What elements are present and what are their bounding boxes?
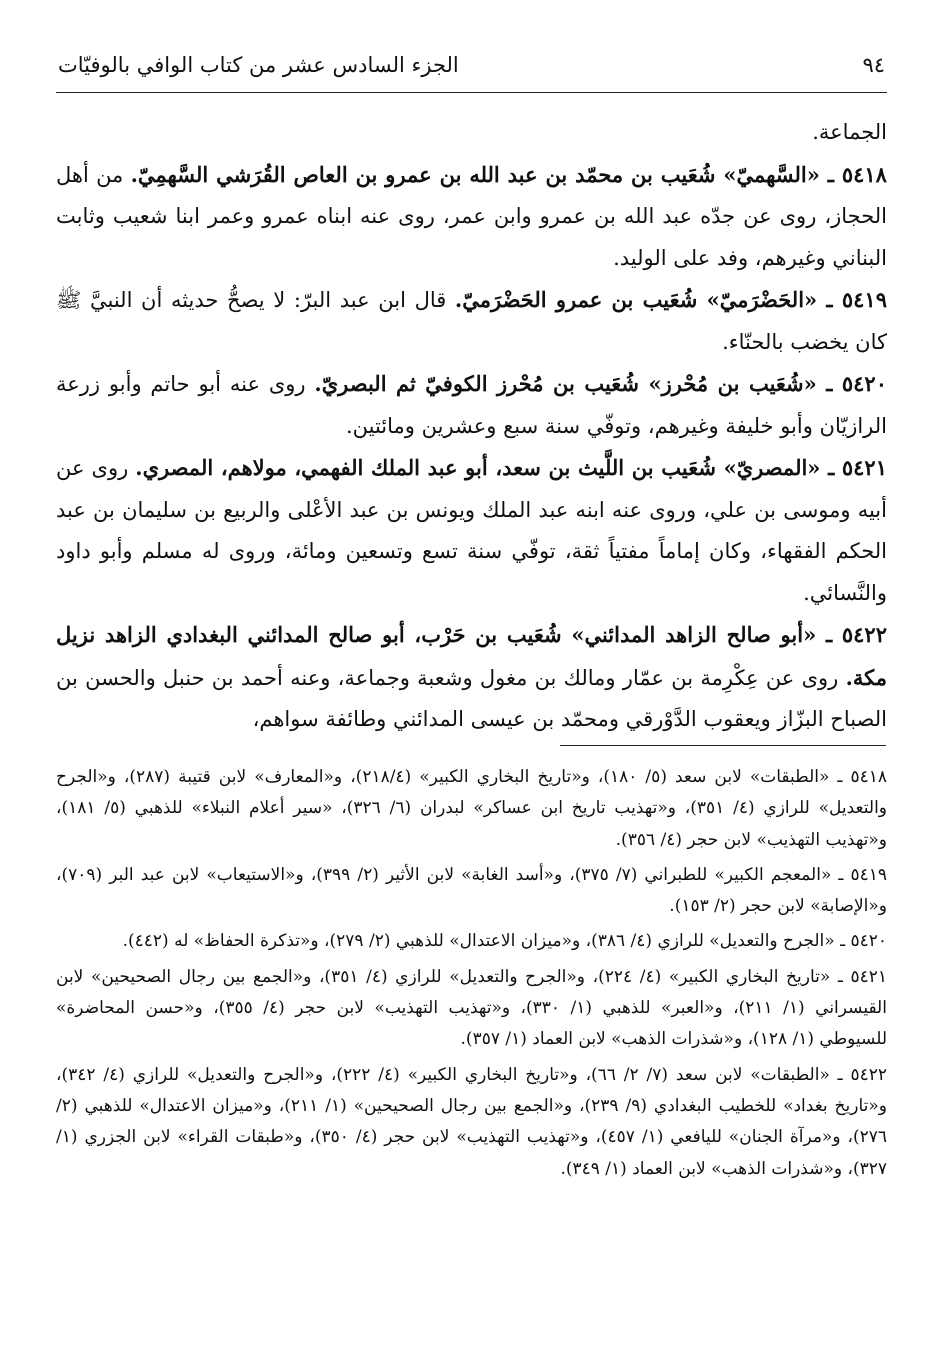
footnote-5420: ٥٤٢٠ ـ «الجرح والتعديل» للرازي (٤/ ٣٨٦)، و«ميزان الاعتدال» للذهبي (٢/ ٢٧٩)، و«تذكرة الحفاظ» له (٤٤٢).	[122, 931, 887, 952]
main-text	[56, 112, 887, 741]
entry-5422	[56, 614, 887, 741]
header-divider	[56, 92, 887, 93]
entry-body: من أهل الحجاز، روى عن جدّه عبد الله بن عمرو وابن عمر، روى عنه ابناه عمرو وعمر ابنا شعيب وثابت البناني وغيرهم، وفد على الوليد.	[56, 162, 887, 270]
footnotes	[56, 762, 887, 1189]
entry-title: ٥٤١٨ ـ «السَّهميّ» شُعَيب بن محمّد بن عبد الله بن عمرو بن العاص القُرَشي السَّهمِيّ.	[130, 161, 887, 187]
running-title: الجزء السادس عشر من كتاب الوافي بالوفيّات	[58, 53, 459, 77]
entry-body: روى عنه أبو حاتم وأبو زرعة الرازيّان وأبو خليفة وغيرهم، وتوفّي سنة سبع وعشرين ومائتين.	[56, 372, 887, 438]
continuation-text: الجماعة.	[812, 120, 887, 144]
entry-body: روى عن عِكْرِمة بن عمّار ومالك بن مغول وشعبة وجماعة، وعنه أحمد بن حنبل والحسن بن الصباح البزّاز ويعقوب الدَّوْرقي ومحمّد بن عيسى المدائني وطائفة سواهم،	[56, 665, 887, 731]
entry-5420	[56, 363, 887, 447]
entry-5418	[56, 154, 887, 280]
page-header	[58, 44, 885, 86]
entry-body: قال ابن عبد البرّ: لا يصحُّ حديثه أن النبيَّ ﷺ كان يخضب بالحنّاء.	[56, 288, 887, 354]
page-number: ٩٤	[862, 53, 885, 77]
entry-5421	[56, 447, 887, 614]
entry-5419	[56, 279, 887, 363]
footnote-divider	[560, 745, 886, 746]
footnote-5422: ٥٤٢٢ ـ «الطبقات» لابن سعد (٧/ ٢/ ٦٦)، و«تاريخ البخاري الكبير» (٤/ ٢٢٢)، و«الجرح والتعديل» للرازي (٤/ ٣٤٢)، و«تاريخ بغداد» للخطيب البغدادي (٩/ ٢٣٩)، و«الجمع بين رجال الصحيحين» (١/ ٢١١)، و«ميزان الاعتدال» للذهبي (٢/ ٢٧٦)، و«مرآة الجنان» لليافعي (١/ ٤٥٧)، و«تهذيب التهذيب» لابن حجر (٤/ ٣٥٠)، و«طبقات القراء» لابن الجزري (١/ ٣٢٧)، و«شذرات الذهب» لابن العماد (١/ ٣٤٩).	[56, 1064, 888, 1179]
entry-title: ٥٤٢١ ـ «المصريّ» شُعَيب بن اللَّيث بن سعد، أبو عبد الملك الفهمي، مولاهم، المصري.	[135, 455, 887, 480]
entry-title: ٥٤١٩ ـ «الحَضْرَميّ» شُعَيب بن عمرو الحَضْرَميّ.	[454, 287, 887, 312]
entry-title: ٥٤٢٠ ـ «شُعَيب بن مُحْرز» شُعَيب بن مُحْرز الكوفيّ ثم البصريّ.	[314, 371, 887, 396]
footnote-5419: ٥٤١٩ ـ «المعجم الكبير» للطبراني (٧/ ٣٧٥)، و«أسد الغابة» لابن الأثير (٢/ ٣٩٩)، و«الاستيعاب» لابن عبد البر (٧٠٩)، و«الإصابة» لابن حجر (٢/ ١٥٣).	[56, 864, 887, 917]
entry-body: روى عن أبيه وموسى بن علي، وروى عنه ابنه عبد الملك ويونس بن عبد الأعْلى والربيع بن سليمان بن عبد الحكم الفقهاء، وكان إماماً مفتياً ثقة، توفّي سنة تسع وتسعين ومائة، وروى له مسلم وأبو داود والنَّسائي.	[56, 456, 887, 605]
entry-title: ٥٤٢٢ ـ «أبو صالح الزاهد المدائني» شُعَيب بن حَرْب، أبو صالح المدائني البغدادي الزاهد نزيل مكة.	[56, 622, 887, 690]
footnote-5421: ٥٤٢١ ـ «تاريخ البخاري الكبير» (٤/ ٢٢٤)، و«الجرح والتعديل» للرازي (٤/ ٣٥١)، و«الجمع بين رجال الصحيحين» لابن القيسراني (١/ ٢١١)، و«العبر» للذهبي (١/ ٣٣٠)، و«تهذيب التهذيب» لابن حجر (٤/ ٣٥٥)، و«حسن المحاضرة» للسيوطي (١/ ١٢٨)، و«شذرات الذهب» لابن العماد (١/ ٣٥٧).	[56, 966, 887, 1050]
footnote-5418: ٥٤١٨ ـ «الطبقات» لابن سعد (٥/ ١٨٠)، و«تاريخ البخاري الكبير» (٢١٨/٤)، و«المعارف» لابن قتيبة (٢٨٧)، و«الجرح والتعديل» للرازي (٤/ ٣٥١)، و«تهذيب تاريخ ابن عساكر» لبدران (٦/ ٣٢٦)، «سير أعلام النبلاء» للذهبي (٥/ ١٨١)، و«تهذيب التهذيب» لابن حجر (٤/ ٣٥٦).	[56, 767, 887, 850]
